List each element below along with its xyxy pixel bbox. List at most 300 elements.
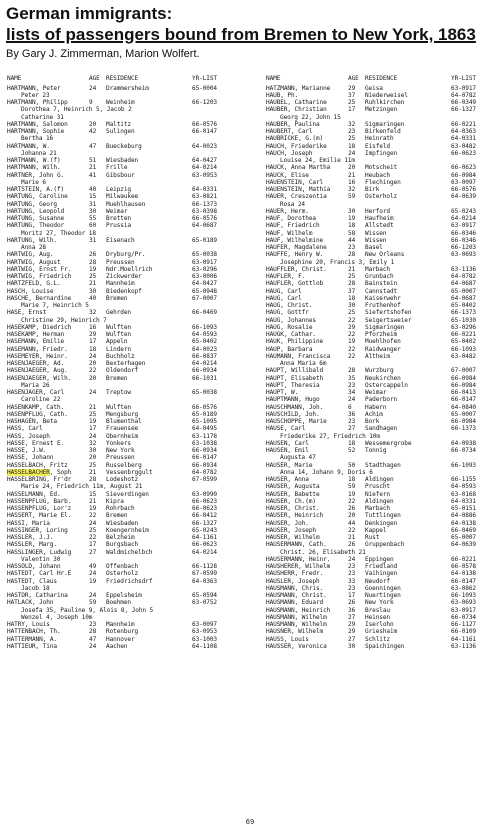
passenger-residence: Weimar <box>106 207 128 215</box>
passenger-row <box>266 389 500 396</box>
companion-line <box>266 454 500 461</box>
passenger-age: 30 <box>89 287 97 295</box>
passenger-name: HAUSMANN, Eduard <box>266 599 324 607</box>
passenger-row <box>7 346 242 353</box>
header-yr-list: YR-LIST <box>451 75 476 82</box>
passenger-name: HASTOR, Catharina <box>7 592 68 599</box>
passenger-residence: Bremen <box>106 374 128 382</box>
passenger-yr-list: 64-1161 <box>192 534 217 541</box>
passenger-residence: Habern <box>365 403 387 411</box>
passenger-residence: Wulften <box>106 331 131 338</box>
passenger-yr-list: 66-0984 <box>451 418 476 425</box>
passenger-age: 50 <box>348 461 356 469</box>
passenger-name: HASSELMANN, Ed. <box>7 490 61 498</box>
passenger-yr-list: 66-0934 <box>192 367 217 375</box>
passenger-row <box>7 621 242 628</box>
passenger-row <box>7 520 242 527</box>
passenger-age: 52 <box>348 447 356 454</box>
passenger-name: HAUFLER, F. <box>266 273 306 280</box>
passenger-residence: Birk <box>365 186 380 193</box>
companion-line <box>7 179 242 186</box>
passenger-residence: Wurzburg <box>365 367 394 375</box>
passenger-name: HAUPT, Elisabeth <box>266 374 324 382</box>
passenger-yr-list: 66-0623 <box>192 541 217 549</box>
passenger-yr-list: 66-1127 <box>451 621 476 628</box>
passenger-age: 32 <box>89 309 97 317</box>
column-header-row <box>266 75 500 85</box>
passenger-yr-list: 64-0938 <box>451 439 476 447</box>
passenger-row <box>7 157 242 164</box>
passenger-name: HARTUNG, Leopold <box>7 207 65 215</box>
passenger-age: 21 <box>348 265 356 273</box>
passenger-name: HAUSER, Anna <box>266 476 309 483</box>
passenger-age: 58 <box>348 229 356 237</box>
passenger-yr-list: 64-0138 <box>451 570 476 578</box>
passenger-name: HAUBEL, Catharine <box>266 99 327 106</box>
passenger-age: 21 <box>348 171 356 179</box>
passenger-name: HARTUNG, Georg <box>7 200 57 208</box>
passenger-row <box>7 237 242 244</box>
passenger-residence: Eppingen <box>365 555 394 563</box>
passenger-row <box>266 346 500 353</box>
passenger-yr-list: 64-0331 <box>451 135 476 143</box>
passenger-name: HASSERT, Marie El. <box>7 512 72 520</box>
companions: Bertha 16 <box>21 135 54 143</box>
passenger-name: HAUPTMANN, Hugo <box>266 396 320 404</box>
passenger-residence: Wissen <box>365 229 387 237</box>
passenger-row <box>266 614 500 621</box>
passenger-name: HAUGK, Cathar. <box>266 331 316 338</box>
passenger-residence: Leipzig <box>106 186 131 193</box>
passenger-residence: Milwaukee <box>106 193 139 201</box>
passenger-age: 22 <box>348 331 356 338</box>
passenger-age: 23 <box>348 563 356 570</box>
passenger-name: HAUG, Carl <box>266 294 302 302</box>
passenger-residence: Tonnig <box>365 447 387 454</box>
passenger-age: 25 <box>89 526 97 534</box>
passenger-name: HAUMANN, Francisca <box>266 352 331 360</box>
passenger-residence: Weinheim <box>106 99 135 106</box>
passenger-name: HASSE, Ernest E. <box>7 439 65 447</box>
passenger-yr-list: 63-0953 <box>192 171 217 179</box>
passenger-residence: Rohrbach <box>106 505 135 512</box>
passenger-yr-list: 66-1031 <box>192 374 217 382</box>
passenger-residence: Waldmichelbch <box>106 548 153 556</box>
passenger-age: 36 <box>348 606 356 614</box>
passenger-age: 21 <box>89 403 97 411</box>
passenger-row <box>7 636 242 643</box>
passenger-row <box>7 440 242 447</box>
passenger-name: HAUSER, Wilhelm <box>266 534 320 541</box>
passenger-name: HAUSNER, Wilhelm <box>266 628 324 636</box>
passenger-yr-list: 67-0007 <box>192 294 217 302</box>
passenger-residence: Herford <box>365 207 390 215</box>
passenger-yr-list: 63-0398 <box>192 207 217 215</box>
passenger-row <box>7 186 242 193</box>
passenger-row <box>266 375 500 382</box>
passenger-row <box>7 541 242 548</box>
passenger-name: HAUCK, Anna Martha <box>266 164 331 172</box>
passenger-name: HASSINGER, Loring <box>7 526 68 534</box>
passenger-name: HATTIEUR, Tina <box>7 642 57 650</box>
passenger-age: 21 <box>89 497 97 505</box>
passenger-residence: Mengsburg <box>106 410 139 418</box>
passenger-residence: Grunbach <box>365 273 394 280</box>
passenger-row <box>266 135 500 142</box>
passenger-row <box>266 396 500 403</box>
passenger-name: HASENJAGER, Carl <box>7 389 65 396</box>
companions: Dorothea 7, Heinrich 5, Jacob 2 <box>21 106 132 114</box>
companion-line <box>7 483 242 490</box>
passenger-residence: Osterholz <box>365 193 398 201</box>
passenger-name: HAUSLER, Joseph <box>266 577 320 585</box>
passenger-residence: Aldingen <box>365 497 394 505</box>
passenger-name: HAUPT, Theresia <box>266 381 320 389</box>
passenger-row <box>7 208 242 215</box>
passenger-age: 59 <box>348 483 356 491</box>
passenger-yr-list: 63-1003 <box>192 635 217 643</box>
passenger-age: 17 <box>89 425 97 433</box>
passenger-row <box>7 85 242 92</box>
passenger-name: HASSENPFLUG, Barb. <box>7 497 72 505</box>
passenger-yr-list: 63-0296 <box>192 265 217 273</box>
passenger-residence: Altheim <box>365 352 390 360</box>
passenger-row <box>266 179 500 186</box>
passenger-yr-list: 65-0189 <box>192 236 217 244</box>
passenger-residence: Gruppenbach <box>365 541 405 549</box>
passenger-name: HAUFER, Magdalene <box>266 244 327 251</box>
passenger-yr-list: 66-0734 <box>451 613 476 621</box>
title-line-2: lists of passengers bound from Bremen to New York, 1863 <box>6 25 476 44</box>
passenger-yr-list: 64-0331 <box>451 497 476 505</box>
companion-line <box>7 106 242 113</box>
passenger-row <box>7 411 242 418</box>
companions: Friederike 27, Friedrich 10m <box>280 432 380 440</box>
passenger-yr-list: 66-0576 <box>192 215 217 222</box>
passenger-row <box>266 150 500 157</box>
passenger-age: 36 <box>348 410 356 418</box>
passenger-name: HAUER, Herm. <box>266 207 309 215</box>
passenger-yr-list: 66-0109 <box>451 628 476 636</box>
passenger-row <box>266 636 500 643</box>
companion-line <box>266 433 500 440</box>
passenger-age: 24 <box>89 352 97 360</box>
passenger-age: 31 <box>89 236 97 244</box>
passenger-row <box>266 222 500 229</box>
passenger-residence: Spaichingen <box>365 642 405 650</box>
passenger-residence: Aachen <box>106 642 128 650</box>
passenger-row <box>7 331 242 338</box>
passenger-name: HATTERMANN, A. <box>7 635 57 643</box>
header-name: NAME <box>7 75 22 82</box>
passenger-age: 24 <box>89 84 97 92</box>
passenger-row <box>266 585 500 592</box>
passenger-residence: Friedland <box>365 563 398 570</box>
passenger-name: HAUSMANN, Wilhelm <box>266 613 327 621</box>
passenger-yr-list: 63-0990 <box>192 490 217 498</box>
passenger-residence: Offenbach <box>106 563 139 570</box>
passenger-residence: Buchholz <box>106 352 135 360</box>
passenger-yr-list: 66-0734 <box>451 447 476 454</box>
passenger-residence: Ruhlkirchen <box>365 99 405 106</box>
passenger-row <box>7 353 242 360</box>
passenger-name: HASSE, J.W. <box>7 447 47 454</box>
passenger-age: 19 <box>89 505 97 512</box>
passenger-yr-list: 64-0023 <box>192 142 217 150</box>
passenger-row <box>7 563 242 570</box>
passenger-name: HARTUNG, Wilh. <box>7 236 57 244</box>
passenger-row <box>7 433 242 440</box>
passenger-yr-list: 66-1373 <box>451 425 476 433</box>
passenger-age: 24 <box>348 555 356 563</box>
passenger-residence: Raidwanger <box>365 345 401 353</box>
passenger-yr-list: 66-0147 <box>451 577 476 585</box>
passenger-residence: Bremen <box>106 294 128 302</box>
passenger-age: 32 <box>89 439 97 447</box>
passenger-yr-list: 64-0782 <box>192 468 217 476</box>
passenger-row <box>7 469 242 476</box>
passenger-yr-list: 67-0007 <box>451 367 476 375</box>
passenger-row <box>266 367 500 374</box>
passenger-age: 20 <box>348 164 356 172</box>
passenger-age: 26 <box>348 505 356 512</box>
passenger-row <box>266 295 500 302</box>
passenger-name: HARTZFELD, G.L. <box>7 280 61 288</box>
passenger-yr-list: 64-0427 <box>192 157 217 164</box>
passenger-name: HAUSSER, Veronica <box>266 642 327 650</box>
passenger-age: 22 <box>348 352 356 360</box>
passenger-residence: Muehlhofen <box>365 338 401 346</box>
passenger-yr-list: 65-0007 <box>451 534 476 541</box>
passenger-yr-list: 63-0097 <box>192 621 217 628</box>
passenger-row <box>7 143 242 150</box>
passenger-age: 44 <box>348 519 356 527</box>
passenger-residence: Wiesbaden <box>106 157 139 164</box>
passenger-row <box>266 324 500 331</box>
passenger-name: HAUSCHMANN, Joh. <box>266 403 324 411</box>
passenger-residence: Preussen <box>106 258 135 266</box>
passenger-name: HARTUNG, Caroline <box>7 193 68 201</box>
passenger-yr-list: 65-0402 <box>192 338 217 346</box>
passenger-age: 18 <box>348 142 356 150</box>
passenger-row <box>266 237 500 244</box>
passenger-yr-list: 66-0576 <box>192 403 217 411</box>
passenger-name: HARTWIG, Aug. <box>7 251 54 259</box>
passenger-row <box>7 295 242 302</box>
passenger-yr-list: 63-0693 <box>451 251 476 259</box>
passenger-name: HASEMANN, Friedr. <box>7 345 68 353</box>
passenger-age: 51 <box>89 157 97 164</box>
passenger-age: 21 <box>89 280 97 288</box>
passenger-yr-list: 65-0038 <box>192 251 217 259</box>
passenger-age: 24 <box>89 592 97 599</box>
passenger-row <box>266 563 500 570</box>
companion-line <box>7 302 242 309</box>
passenger-residence: Sigmaringen <box>365 120 405 128</box>
passenger-row <box>266 425 500 432</box>
passenger-residence: Motscheit <box>365 164 398 172</box>
passenger-age: 16 <box>89 323 97 331</box>
passenger-age: 21 <box>89 164 97 172</box>
passenger-name: HASSELBACHER, Soph <box>7 468 72 476</box>
passenger-name: HAUER, Creszentia <box>266 193 327 201</box>
passenger-age: 25 <box>348 309 356 317</box>
companion-line <box>7 556 242 563</box>
passenger-yr-list: 66-0349 <box>451 99 476 106</box>
passenger-list-left-column <box>7 75 242 650</box>
passenger-yr-list: 63-0917 <box>192 258 217 266</box>
companions: Moritz 27, Theodor 18 <box>21 229 96 237</box>
passenger-yr-list: 63-0482 <box>451 352 476 360</box>
passenger-name: HARTUNG, Susanne <box>7 215 65 222</box>
passenger-residence: Kaiserwehr <box>365 294 401 302</box>
passenger-age: 40 <box>89 186 97 193</box>
passenger-yr-list: 63-0917 <box>451 606 476 614</box>
passenger-yr-list: 65-0948 <box>192 287 217 295</box>
header-name: NAME <box>266 75 281 82</box>
passenger-yr-list: 66-0576 <box>192 120 217 128</box>
passenger-name: HASEKAMP, Diedrich <box>7 323 72 331</box>
passenger-age: 27 <box>348 613 356 621</box>
passenger-age: 23 <box>348 584 356 592</box>
passenger-row <box>7 193 242 200</box>
passenger-row <box>7 259 242 266</box>
passenger-age: 30 <box>89 207 97 215</box>
passenger-yr-list: 64-0639 <box>451 193 476 201</box>
passenger-yr-list: 66-0623 <box>451 164 476 172</box>
passenger-age: 41 <box>89 171 97 179</box>
passenger-name: HAUSEN, Carl <box>266 439 309 447</box>
passenger-row <box>266 592 500 599</box>
passenger-residence: Wulften <box>106 403 131 411</box>
passenger-age: 19 <box>89 418 97 425</box>
passenger-residence: Russelberg <box>106 461 142 469</box>
passenger-name: HAUF, Friedrich <box>266 222 320 230</box>
passenger-name: HAUSER, Heinrich <box>266 512 324 520</box>
passenger-yr-list: 63-0917 <box>451 84 476 92</box>
passenger-residence: Aldingen <box>365 476 394 483</box>
passenger-age: 55 <box>89 215 97 222</box>
passenger-row <box>266 404 500 411</box>
passenger-yr-list: 63-1178 <box>192 432 217 440</box>
passenger-name: HAUFFE, Henry W. <box>266 251 324 259</box>
companions: Georg 22, John 15 <box>280 113 341 121</box>
passenger-residence: Bremen <box>106 512 128 520</box>
passenger-row <box>7 476 242 483</box>
passenger-residence: Ndr.Moellrich <box>106 265 153 273</box>
passenger-name: HASENJAEGER, Ad. <box>7 360 65 367</box>
passenger-row <box>266 440 500 447</box>
passenger-name: HAUSMANN, Wilhelm <box>266 621 327 628</box>
passenger-residence: Heubach <box>365 171 390 179</box>
passenger-residence: Impfingen <box>365 149 398 157</box>
companion-line <box>7 607 242 614</box>
passenger-residence: Lindern <box>106 345 131 353</box>
passenger-name: HARTNER, John G. <box>7 171 65 179</box>
passenger-row <box>7 418 242 425</box>
passenger-name: HASSI, Maria <box>7 519 50 527</box>
passenger-row <box>7 99 242 106</box>
passenger-row <box>7 505 242 512</box>
passenger-name: HAUFLER, Gottlob <box>266 280 324 288</box>
passenger-row <box>266 556 500 563</box>
passenger-row <box>266 92 500 99</box>
header-age: AGE <box>89 75 100 82</box>
passenger-row <box>7 375 242 382</box>
passenger-yr-list: 66-0578 <box>451 563 476 570</box>
passenger-yr-list: 64-0886 <box>451 512 476 520</box>
passenger-age: 20 <box>348 512 356 520</box>
passenger-yr-list: 66-0934 <box>192 447 217 454</box>
passenger-residence: Appeln <box>106 338 128 346</box>
passenger-age: 44 <box>348 236 356 244</box>
passenger-age: 28 <box>348 280 356 288</box>
passenger-name: HAUSER, Christ. <box>266 505 320 512</box>
passenger-yr-list: 66-0469 <box>451 526 476 534</box>
passenger-age: 23 <box>348 570 356 578</box>
passenger-residence: Maltitz <box>106 120 131 128</box>
passenger-yr-list: 66-0346 <box>451 236 476 244</box>
passenger-residence: New York <box>106 447 135 454</box>
passenger-row <box>266 520 500 527</box>
passenger-age: 40 <box>89 294 97 302</box>
passenger-name: HARTWIG, Friedrich <box>7 273 72 280</box>
companions: Marie 7, Heinrich 5 <box>21 302 89 309</box>
passenger-row <box>266 338 500 345</box>
passenger-residence: Rotenburg <box>106 628 139 636</box>
passenger-row <box>266 643 500 650</box>
passenger-row <box>266 172 500 179</box>
passenger-yr-list: 66-0147 <box>192 128 217 135</box>
passenger-name: HASS, Joseph <box>7 432 50 440</box>
passenger-yr-list: 63-1038 <box>192 439 217 447</box>
companions: Marie 24, Friedrich 11m, August 21 <box>21 483 143 491</box>
passenger-residence: Breslau <box>365 606 390 614</box>
passenger-row <box>7 280 242 287</box>
passenger-name: HASSLER, J.J. <box>7 534 54 541</box>
passenger-yr-list: 64-0363 <box>451 128 476 135</box>
passenger-age: 25 <box>348 135 356 143</box>
passenger-row <box>266 570 500 577</box>
passenger-yr-list: 67-0599 <box>192 570 217 578</box>
passenger-yr-list: 64-0214 <box>192 360 217 367</box>
passenger-residence: Blumenthal <box>106 418 142 425</box>
passenger-row <box>7 454 242 461</box>
passenger-row <box>266 266 500 273</box>
passenger-yr-list: 64-0687 <box>451 294 476 302</box>
companion-line <box>266 469 500 476</box>
passenger-age: 29 <box>89 331 97 338</box>
passenger-residence: Bueckeburg <box>106 142 142 150</box>
byline: By Gary J. Zimmerman, Marion Wolfert. <box>6 48 200 60</box>
passenger-age: 18 <box>348 222 356 230</box>
passenger-residence: Basel <box>365 244 383 251</box>
passenger-yr-list: 65-0243 <box>192 526 217 534</box>
passenger-row <box>266 193 500 200</box>
passenger-age: 60 <box>89 222 97 230</box>
passenger-age: 34 <box>348 389 356 396</box>
passenger-age: 24 <box>348 149 356 157</box>
passenger-yr-list: 64-0593 <box>192 331 217 338</box>
passenger-yr-list: 66-1093 <box>192 323 217 331</box>
passenger-residence: Dryburg/Pr. <box>106 251 146 259</box>
passenger-residence: Wulften <box>106 323 131 331</box>
passenger-age: 31 <box>89 200 97 208</box>
passenger-yr-list: 64-0639 <box>451 541 476 549</box>
passenger-name: HARTMANN, Sophie <box>7 128 65 135</box>
passenger-name: HAUPT, W. <box>266 389 299 396</box>
companions: Anna 28 <box>21 244 46 251</box>
